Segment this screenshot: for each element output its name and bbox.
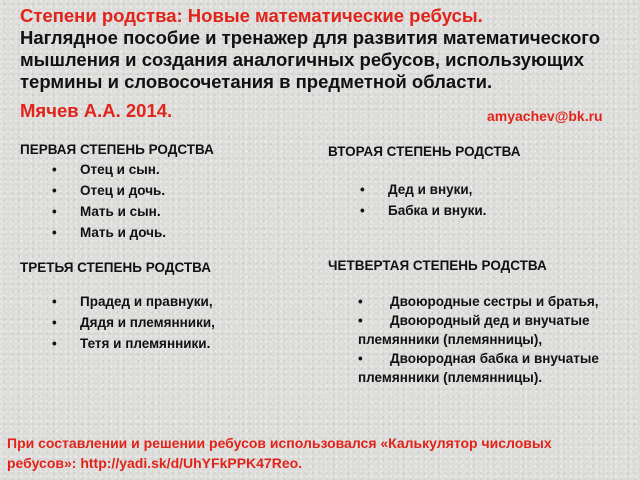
bullet: • xyxy=(358,294,363,309)
list-item: • Двоюродные сестры и братья, xyxy=(358,294,599,309)
author-line: Мячев А.А. 2014. xyxy=(20,100,173,121)
section-heading-third: ТРЕТЬЯ СТЕПЕНЬ РОДСТВА xyxy=(20,260,211,275)
list-item: • Отец и сын. xyxy=(52,159,166,180)
bullet: • xyxy=(358,351,363,366)
section-list-second xyxy=(360,179,486,221)
list-item: • Дед и внуки, xyxy=(360,179,486,200)
section-list-third xyxy=(52,291,215,354)
bullet: • xyxy=(52,162,57,177)
bullet: • xyxy=(52,204,57,219)
list-item: • Двоюродный дед и внучатые племянники (племянницы), xyxy=(358,313,590,347)
section-list-fourth xyxy=(358,292,634,387)
section-heading-first: ПЕРВАЯ СТЕПЕНЬ РОДСТВА xyxy=(20,142,214,157)
bullet: • xyxy=(52,225,57,240)
subtitle-line-3: термины и словосочетания в предметной области. xyxy=(20,71,493,92)
subtitle-line-1: Наглядное пособие и тренажер для развития математического xyxy=(20,27,601,48)
list-item: • Дядя и племянники, xyxy=(52,312,215,333)
list-item: • Мать и сын. xyxy=(52,201,166,222)
page-title: Степени родства: Новые математические ребусы. xyxy=(20,5,483,26)
subtitle-line-2: мышления и создания аналогичных ребусов, использующих xyxy=(20,49,585,70)
bullet: • xyxy=(52,183,57,198)
bullet: • xyxy=(52,336,57,351)
author-email[interactable]: amyachev@bk.ru xyxy=(487,108,603,124)
bullet: • xyxy=(360,182,365,197)
list-item: • Бабка и внуки. xyxy=(360,200,486,221)
list-item: • Тетя и племянники. xyxy=(52,333,215,354)
list-item: • Прадед и правнуки, xyxy=(52,291,215,312)
list-item: • Отец и дочь. xyxy=(52,180,166,201)
section-heading-second: ВТОРАЯ СТЕПЕНЬ РОДСТВА xyxy=(328,144,521,159)
footer-line-1: При составлении и решении ребусов использовался «Калькулятор числовых xyxy=(7,435,552,451)
list-item: • Двоюродная бабка и внучатые племянники (племянницы). xyxy=(358,351,599,385)
section-list-first xyxy=(52,159,166,243)
bullet: • xyxy=(52,294,57,309)
bullet: • xyxy=(52,315,57,330)
list-item: • Мать и дочь. xyxy=(52,222,166,243)
bullet: • xyxy=(360,203,365,218)
footer-line-2: ребусов»: http://yadi.sk/d/UhYFkPPK47Reo. xyxy=(7,455,303,471)
section-heading-fourth: ЧЕТВЕРТАЯ СТЕПЕНЬ РОДСТВА xyxy=(328,258,547,273)
bullet: • xyxy=(358,313,363,328)
